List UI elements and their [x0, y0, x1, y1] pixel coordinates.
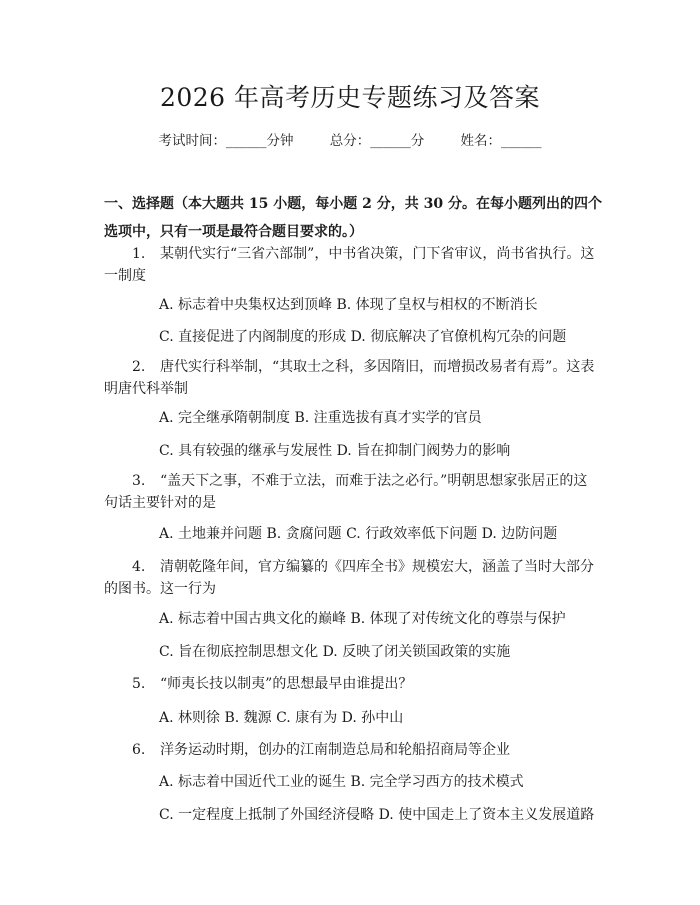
- question-text: 清朝乾隆年间，官方编纂的《四库全书》规模宏大，涵盖了当时大部分的图书。这一行为: [104, 559, 594, 597]
- option-line: A. 完全继承隋朝制度 B. 注重选拔有真才实学的官员: [159, 410, 482, 426]
- page-title: 2026 年高考历史专题练习及答案: [159, 83, 541, 112]
- exam-info-line: [0, 131, 700, 151]
- option-line: C. 一定程度上抵制了外国经济侵略 D. 使中国走上了资本主义发展道路: [159, 807, 595, 823]
- option-line: A. 标志着中国近代工业的诞生 B. 完全学习西方的技术模式: [159, 774, 524, 790]
- question-number: 5.: [132, 676, 146, 692]
- question-text: 某朝代实行“三省六部制”，中书省决策，门下省审议，尚书省执行。这一制度: [104, 246, 595, 284]
- question-stem: [104, 673, 600, 695]
- question-text: 洋务运动时期，创办的江南制造总局和轮船招商局等企业: [160, 742, 510, 758]
- question-number: 6.: [132, 742, 146, 758]
- option-line: C. 具有较强的继承与发展性 D. 旨在抑制门阀势力的影响: [159, 443, 511, 459]
- question-stem: [104, 739, 600, 761]
- option-line: A. 土地兼并问题 B. 贪腐问题 C. 行政效率低下问题 D. 边防问题: [159, 526, 558, 542]
- question-text: 唐代实行科举制，“其取士之科，多因隋旧，而增损改易者有焉”。这表明唐代科举制: [104, 359, 595, 397]
- option-line: A. 标志着中央集权达到顶峰 B. 体现了皇权与相权的不断消长: [159, 297, 538, 313]
- question-stem: [104, 470, 600, 514]
- option-line: A. 林则徐 B. 魏源 C. 康有为 D. 孙中山: [159, 710, 404, 726]
- option-line: C. 直接促进了内阁制度的形成 D. 彻底解决了官僚机构冗杂的问题: [159, 329, 567, 345]
- question-number: 3.: [132, 473, 146, 489]
- question-stem: [104, 556, 600, 600]
- option-line: C. 旨在彻底控制思想文化 D. 反映了闭关锁国政策的实施: [159, 644, 511, 660]
- student-name-field: 姓名：______: [460, 133, 542, 149]
- question-text: “师夷长技以制夷”的思想最早由谁提出？: [160, 676, 413, 692]
- exam-time-field: 考试时间：______分钟: [158, 133, 294, 149]
- question-stem: [104, 243, 600, 287]
- question-stem: [104, 356, 600, 400]
- total-score-field: 总分：______分: [329, 133, 425, 149]
- question-text: “盖天下之事，不难于立法，而难于法之必行。”明朝思想家张居正的这句话主要针对的是: [104, 473, 588, 511]
- question-number: 1.: [132, 246, 146, 262]
- option-line: A. 标志着中国古典文化的巅峰 B. 体现了对传统文化的尊崇与保护: [159, 611, 566, 627]
- question-number: 4.: [132, 559, 146, 575]
- section-heading: 一、选择题（本大题共 15 小题，每小题 2 分，共 30 分。在每小题列出的四个选项中，只有一项是最符合题目要求的。）: [104, 196, 602, 240]
- question-number: 2.: [132, 359, 146, 375]
